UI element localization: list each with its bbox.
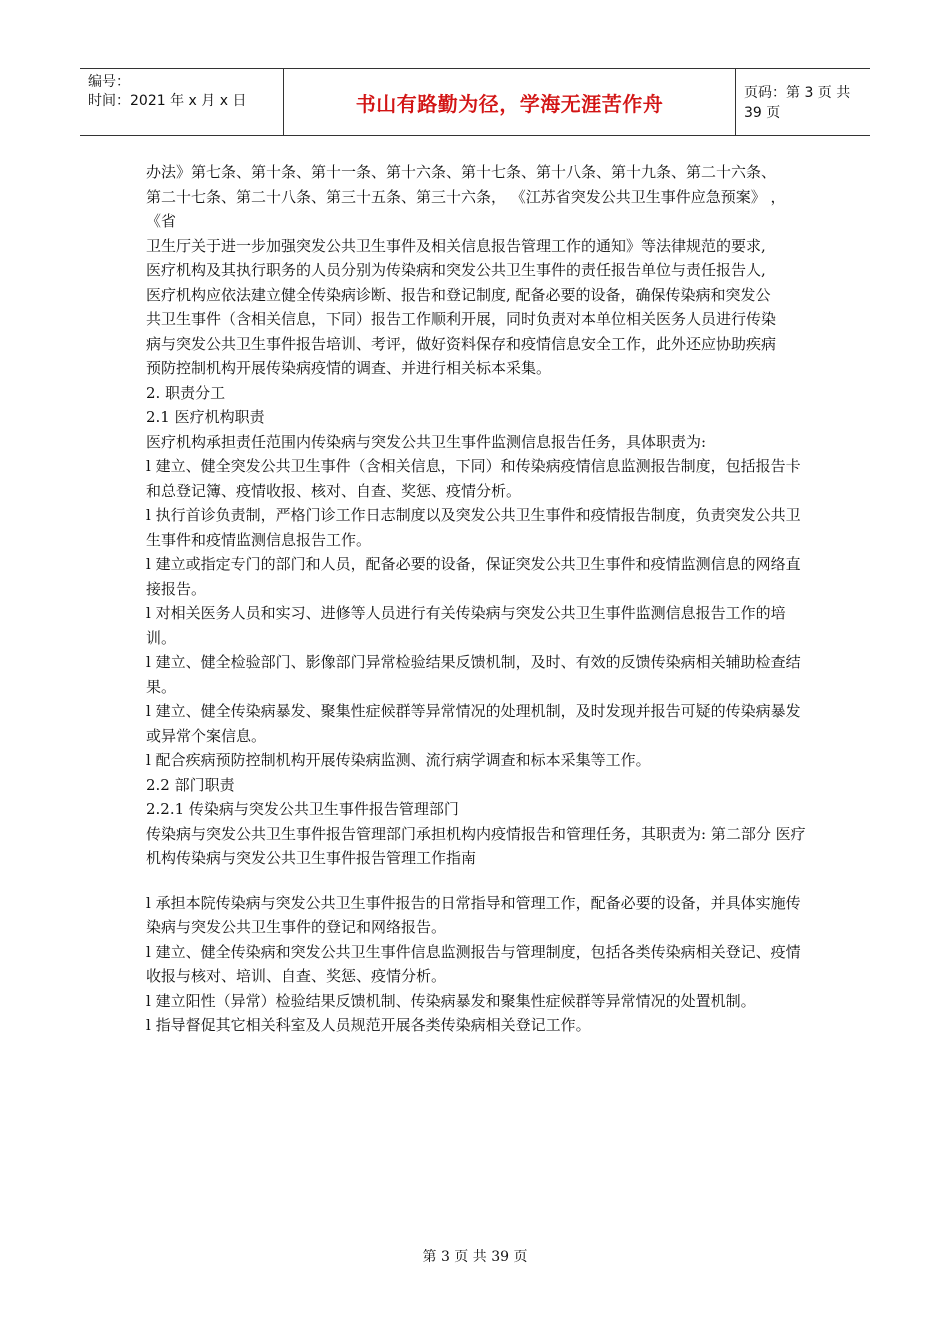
body-line: 病与突发公共卫生事件报告培训、考评，做好资料保存和疫情信息安全工作，此外还应协助疾病 (146, 334, 777, 353)
header-meta (80, 69, 283, 135)
section-heading: 2.1 医疗机构职责 (146, 408, 265, 426)
header-page-info: 页码：第 3 页 共 39 页 (744, 85, 851, 121)
document-number-label: 编号： (88, 74, 130, 90)
body-line: 医疗机构应依法建立健全传染病诊断、报告和登记制度, 配备必要的设备，确保传染病和突发公 (146, 285, 771, 304)
bullet-item: l 建立、健全传染病暴发、聚集性症候群等异常情况的处理机制，及时发现并报告可疑的传染病暴发或异常个案信息。 (146, 702, 801, 745)
body-line: 传染病与突发公共卫生事件报告管理部门承担机构内疫情报告和管理任务，其职责为: 第二部分 医疗机构传染病与突发公共卫生事件报告管理工作指南 (146, 824, 806, 867)
body-line: 办法》第七条、第十条、第十一条、第十六条、第十七条、第十八条、第十九条、第二十六条、 (146, 163, 777, 181)
bullet-item: l 对相关医务人员和实习、进修等人员进行有关传染病与突发公共卫生事件监测信息报告工作的培训。 (146, 604, 786, 647)
body-line: 医疗机构承担责任范围内传染病与突发公共卫生事件监测信息报告任务，具体职责为: (146, 432, 707, 451)
body-line: 医疗机构及其执行职务的人员分别为传染病和突发公共卫生事件的责任报告单位与责任报告人, (146, 261, 766, 279)
page-footer: 第 3 页 共 39 页 (422, 1249, 528, 1265)
bullet-item: l 执行首诊负责制，严格门诊工作日志制度以及突发公共卫生事件和疫情报告制度，负责突发公共卫生事件和疫情监测信息报告工作。 (146, 506, 801, 549)
header-motto: 书山有路勤为径，学海无涯苦作舟 (355, 91, 664, 116)
bullet-item: l 指导督促其它相关科室及人员规范开展各类传染病相关登记工作。 (146, 1016, 591, 1034)
bullet-item: l 建立或指定专门的部门和人员，配备必要的设备，保证突发公共卫生事件和疫情监测信息的网络直接报告。 (146, 555, 801, 598)
bullet-item: l 建立、健全检验部门、影像部门异常检验结果反馈机制，及时、有效的反馈传染病相关辅助检查结果。 (146, 653, 801, 696)
header-motto-cell (283, 69, 736, 135)
bullet-item: l 配合疾病预防控制机构开展传染病监测、流行病学调查和标本采集等工作。 (146, 751, 651, 769)
page-header (80, 68, 870, 136)
body-line: 预防控制机构开展传染病疫情的调查、并进行相关标本采集。 (146, 359, 552, 377)
body-line: 共卫生事件（含相关信息，下同）报告工作顺利开展，同时负责对本单位相关医务人员进行传染 (146, 310, 777, 328)
bullet-item: l 建立阳性（异常）检验结果反馈机制、传染病暴发和聚集性症候群等异常情况的处置机制。 (146, 991, 756, 1010)
section-heading: 2.2 部门职责 (146, 775, 235, 794)
bullet-item: l 建立、健全传染病和突发公共卫生事件信息监测报告与管理制度，包括各类传染病相关登记、疫情收报与核对、培训、自查、奖惩、疫情分析。 (146, 942, 801, 985)
bullet-item: l 建立、健全突发公共卫生事件（含相关信息，下同）和传染病疫情信息监测报告制度，包括报告卡和总登记簿、疫情收报、核对、自查、奖惩、疫情分析。 (146, 457, 801, 500)
document-date-label: 时间：2021 年 x 月 x 日 (88, 93, 247, 109)
body-line: 第二十七条、第二十八条、第三十五条、第三十六条， 《江苏省突发公共卫生事件应急预案》 ， 《省 (146, 187, 786, 230)
bullet-item: l 承担本院传染病与突发公共卫生事件报告的日常指导和管理工作，配备必要的设备，并具体实施传染病与突发公共卫生事件的登记和网络报告。 (146, 893, 801, 936)
document-body (146, 160, 810, 1038)
body-line: 卫生厅关于进一步加强突发公共卫生事件及相关信息报告管理工作的通知》等法律规范的要求, (146, 236, 766, 255)
section-heading: 2.2.1 传染病与突发公共卫生事件报告管理部门 (146, 800, 459, 818)
section-heading: 2. 职责分工 (146, 383, 226, 402)
